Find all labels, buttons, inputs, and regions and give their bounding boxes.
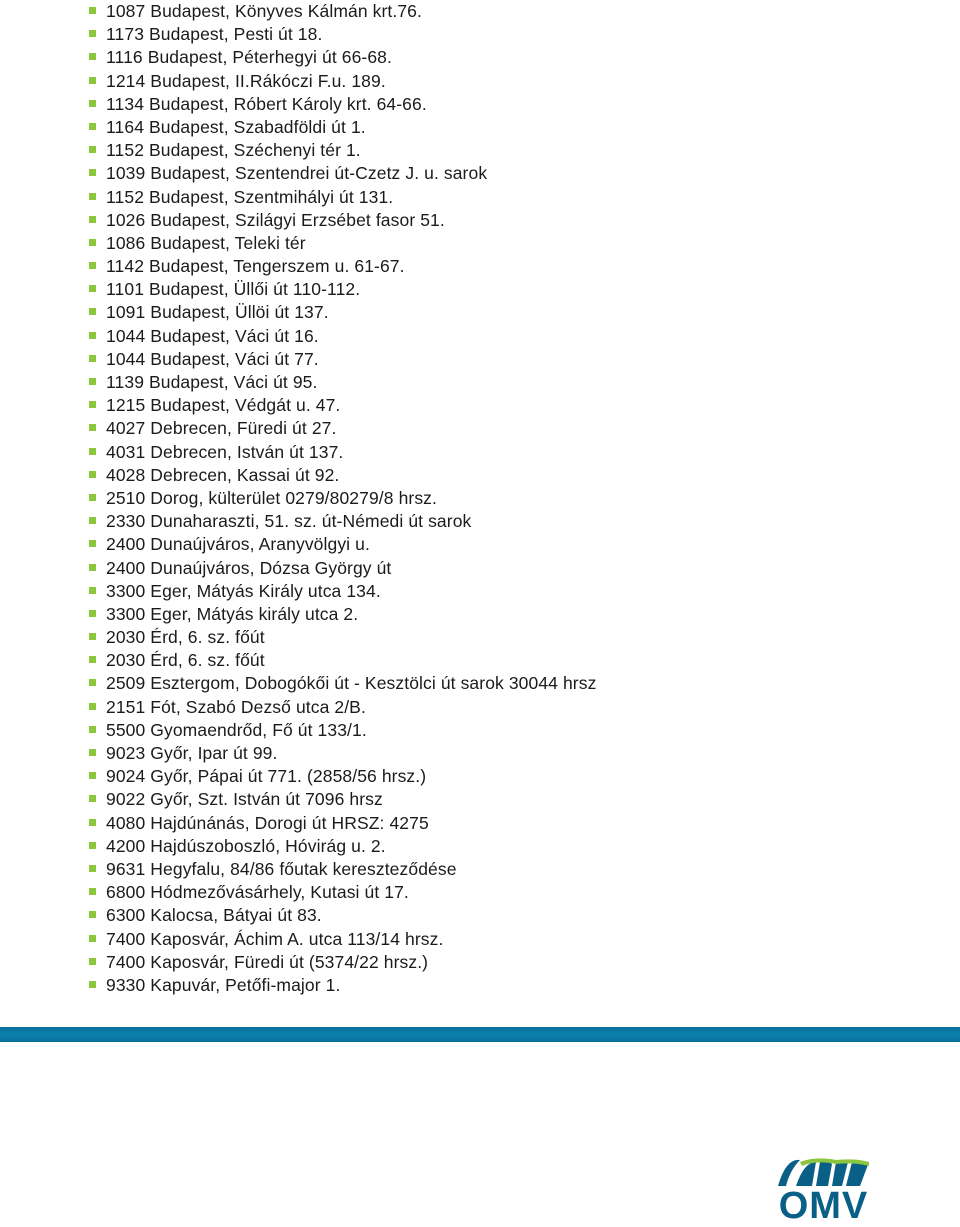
address-text: 2400 Dunaújváros, Dózsa György út xyxy=(106,557,392,578)
list-item xyxy=(89,835,596,858)
address-text: 1134 Budapest, Róbert Károly krt. 64-66. xyxy=(106,93,427,114)
list-item xyxy=(89,93,596,116)
list-item xyxy=(89,974,596,997)
list-item xyxy=(89,209,596,232)
address-text: 2330 Dunaharaszti, 51. sz. út-Némedi út sarok xyxy=(106,511,472,532)
bullet-icon xyxy=(89,656,96,663)
address-text: 6800 Hódmezővásárhely, Kutasi út 17. xyxy=(106,882,409,903)
address-text: 4028 Debrecen, Kassai út 92. xyxy=(106,464,340,485)
address-text: 2151 Fót, Szabó Dezső utca 2/B. xyxy=(106,696,366,717)
bullet-icon xyxy=(89,679,96,686)
bullet-icon xyxy=(89,100,96,107)
address-text: 9330 Kapuvár, Petőfi-major 1. xyxy=(106,974,341,995)
list-item xyxy=(89,325,596,348)
address-text: 3300 Eger, Mátyás Király utca 134. xyxy=(106,580,381,601)
list-item xyxy=(89,812,596,835)
list-item xyxy=(89,116,596,139)
bullet-icon xyxy=(89,146,96,153)
bullet-icon xyxy=(89,888,96,895)
footer-bar xyxy=(0,1027,960,1042)
address-text: 9022 Győr, Szt. István út 7096 hrsz xyxy=(106,789,383,810)
list-item xyxy=(89,348,596,371)
list-item xyxy=(89,278,596,301)
list-item xyxy=(89,301,596,324)
address-list xyxy=(89,0,596,997)
list-item xyxy=(89,881,596,904)
list-item xyxy=(89,70,596,93)
bullet-icon xyxy=(89,239,96,246)
bullet-icon xyxy=(89,193,96,200)
bullet-icon xyxy=(89,911,96,918)
address-text: 2400 Dunaújváros, Aranyvölgyi u. xyxy=(106,534,370,555)
bullet-icon xyxy=(89,355,96,362)
bullet-icon xyxy=(89,471,96,478)
address-text: 4080 Hajdúnánás, Dorogi út HRSZ: 4275 xyxy=(106,812,429,833)
list-item xyxy=(89,904,596,927)
list-item xyxy=(89,139,596,162)
list-item xyxy=(89,417,596,440)
omv-logo-mark-icon xyxy=(776,1156,871,1188)
list-item xyxy=(89,580,596,603)
bullet-icon xyxy=(89,262,96,269)
list-item xyxy=(89,788,596,811)
bullet-icon xyxy=(89,53,96,60)
address-text: 1039 Budapest, Szentendrei út-Czetz J. u. sarok xyxy=(106,163,488,184)
bullet-icon xyxy=(89,123,96,130)
bullet-icon xyxy=(89,703,96,710)
bullet-icon xyxy=(89,169,96,176)
bullet-icon xyxy=(89,749,96,756)
bullet-icon xyxy=(89,7,96,14)
bullet-icon xyxy=(89,726,96,733)
address-text: 2030 Érd, 6. sz. főút xyxy=(106,627,265,648)
address-text: 1139 Budapest, Váci út 95. xyxy=(106,372,318,392)
address-text: 9023 Győr, Ipar út 99. xyxy=(106,743,278,763)
address-text: 1044 Budapest, Váci út 77. xyxy=(106,348,319,369)
bullet-icon xyxy=(89,448,96,455)
address-text: 4200 Hajdúszoboszló, Hóvirág u. 2. xyxy=(106,835,386,856)
address-text: 1087 Budapest, Könyves Kálmán krt.76. xyxy=(106,1,422,21)
bullet-icon xyxy=(89,981,96,988)
address-text: 1173 Budapest, Pesti út 18. xyxy=(106,24,323,45)
address-text: 2509 Esztergom, Dobogókői út - Kesztölci út sarok 30044 hrsz xyxy=(106,673,597,694)
list-item xyxy=(89,487,596,510)
address-text: 7400 Kaposvár, Füredi út (5374/22 hrsz.) xyxy=(106,951,429,972)
list-item xyxy=(89,394,596,417)
list-item xyxy=(89,696,596,719)
bullet-icon xyxy=(89,958,96,965)
bullet-icon xyxy=(89,772,96,779)
list-item xyxy=(89,626,596,649)
address-text: 1152 Budapest, Szentmihályi út 131. xyxy=(106,186,394,207)
list-item xyxy=(89,232,596,255)
list-item xyxy=(89,742,596,765)
bullet-icon xyxy=(89,332,96,339)
bullet-icon xyxy=(89,935,96,942)
bullet-icon xyxy=(89,517,96,524)
bullet-icon xyxy=(89,378,96,385)
address-text: 1044 Budapest, Váci út 16. xyxy=(106,325,319,346)
address-text: 1215 Budapest, Védgát u. 47. xyxy=(106,395,341,416)
bullet-icon xyxy=(89,285,96,292)
list-item xyxy=(89,858,596,881)
list-item xyxy=(89,557,596,580)
list-item xyxy=(89,603,596,626)
list-item xyxy=(89,672,596,695)
address-text: 6300 Kalocsa, Bátyai út 83. xyxy=(106,905,322,926)
address-text: 9631 Hegyfalu, 84/86 főutak kereszteződése xyxy=(106,858,457,879)
bullet-icon xyxy=(89,424,96,431)
list-item xyxy=(89,441,596,464)
address-text: 1086 Budapest, Teleki tér xyxy=(106,232,306,253)
address-text: 1164 Budapest, Szabadföldi út 1. xyxy=(106,116,366,137)
list-item xyxy=(89,371,596,394)
list-item xyxy=(89,162,596,185)
address-text: 3300 Eger, Mátyás király utca 2. xyxy=(106,603,359,624)
list-item xyxy=(89,510,596,533)
bullet-icon xyxy=(89,865,96,872)
address-text: 1116 Budapest, Péterhegyi út 66-68. xyxy=(106,47,392,68)
list-item xyxy=(89,46,596,69)
bullet-icon xyxy=(89,842,96,849)
list-item xyxy=(89,951,596,974)
list-item xyxy=(89,719,596,742)
address-text: 2030 Érd, 6. sz. főút xyxy=(106,650,265,671)
bullet-icon xyxy=(89,540,96,547)
list-item xyxy=(89,928,596,951)
address-text: 1026 Budapest, Szilágyi Erzsébet fasor 51. xyxy=(106,209,445,230)
bullet-icon xyxy=(89,587,96,594)
bullet-icon xyxy=(89,401,96,408)
address-text: 1142 Budapest, Tengerszem u. 61-67. xyxy=(106,256,405,277)
list-item xyxy=(89,0,596,23)
bullet-icon xyxy=(89,30,96,37)
address-text: 1214 Budapest, II.Rákóczi F.u. 189. xyxy=(106,70,386,91)
list-item xyxy=(89,533,596,556)
address-text: 5500 Gyomaendrőd, Fő út 133/1. xyxy=(106,719,367,740)
address-text: 9024 Győr, Pápai út 771. (2858/56 hrsz.) xyxy=(106,766,427,787)
logo-text: OMV xyxy=(778,1185,869,1227)
omv-logo xyxy=(776,1156,871,1226)
address-text: 7400 Kaposvár, Áchim A. utca 113/14 hrsz. xyxy=(106,928,444,949)
address-text: 4027 Debrecen, Füredi út 27. xyxy=(106,418,337,439)
bullet-icon xyxy=(89,819,96,826)
list-item xyxy=(89,765,596,788)
bullet-icon xyxy=(89,216,96,223)
list-item xyxy=(89,186,596,209)
bullet-icon xyxy=(89,494,96,501)
bullet-icon xyxy=(89,564,96,571)
address-text: 1091 Budapest, Üllöi út 137. xyxy=(106,302,329,323)
address-text: 1101 Budapest, Üllői út 110-112. xyxy=(106,279,361,300)
list-item xyxy=(89,464,596,487)
bullet-icon xyxy=(89,795,96,802)
address-text: 1152 Budapest, Széchenyi tér 1. xyxy=(106,140,361,161)
list-item xyxy=(89,649,596,672)
bullet-icon xyxy=(89,610,96,617)
bullet-icon xyxy=(89,308,96,315)
address-text: 4031 Debrecen, István út 137. xyxy=(106,441,344,462)
list-item xyxy=(89,255,596,278)
bullet-icon xyxy=(89,77,96,84)
address-text: 2510 Dorog, külterület 0279/80279/8 hrsz. xyxy=(106,487,437,508)
list-item xyxy=(89,23,596,46)
bullet-icon xyxy=(89,633,96,640)
